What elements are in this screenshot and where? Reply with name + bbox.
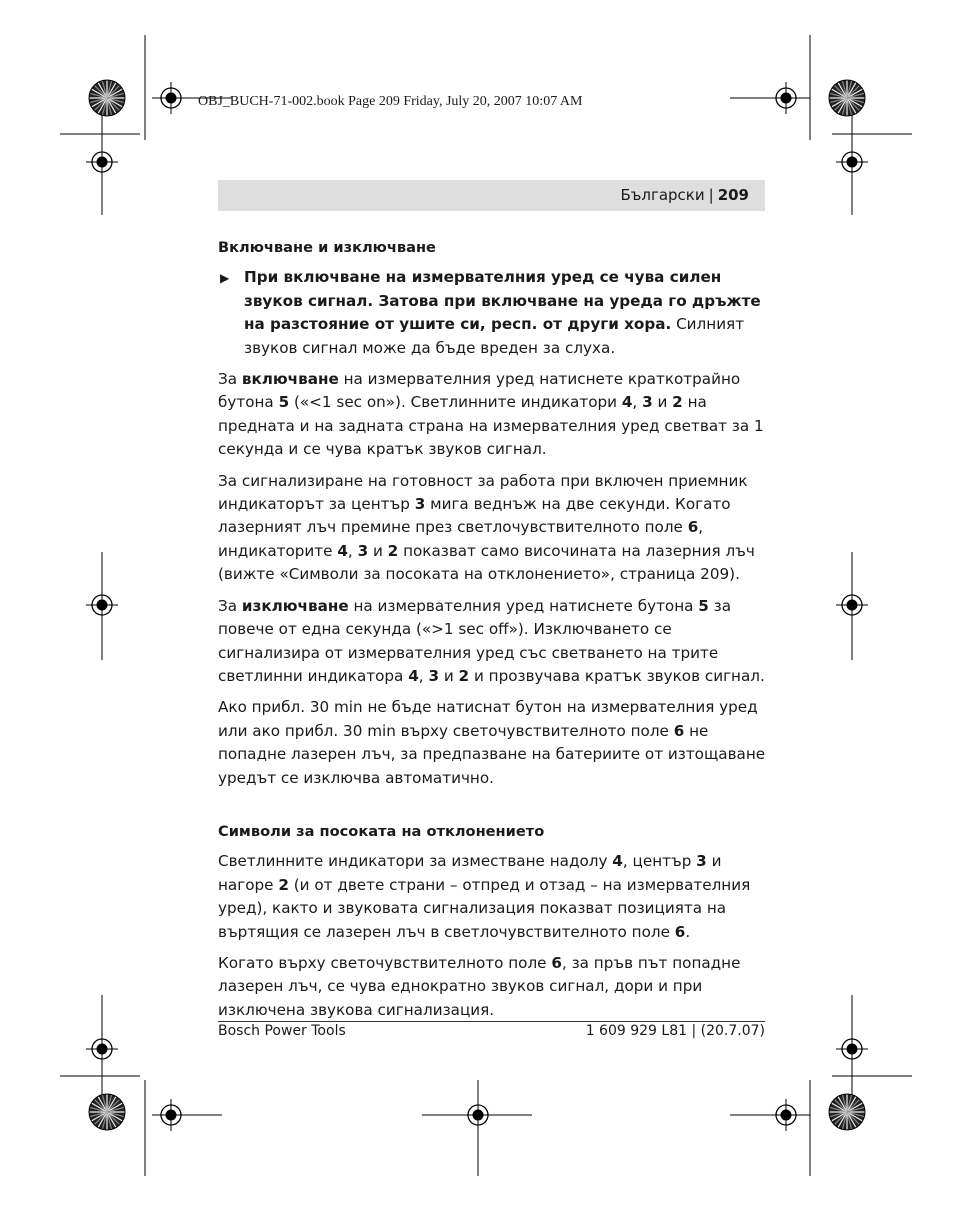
page-number: 209 [717,186,749,204]
paragraph: Ако прибл. 30 min не бъде натиснат бутон на измервателния уред или ако прибл. 30 min върху светочувствителното поле 6 не попадне лазерен лъч, за предпазване на батериите от изтощаване уредът се изключва автоматично. [218,698,766,787]
warning-triangle-icon: ▶ [220,271,230,286]
footer-rule [218,1021,765,1022]
print-slug: OBJ_BUCH-71-002.book Page 209 Friday, July 20, 2007 10:07 AM [198,94,583,109]
section-heading: Символи за посоката на отклонението [218,822,545,840]
footer-brand: Bosch Power Tools [218,1023,346,1039]
paragraph: Когато върху светочувствителното поле 6, за пръв път попадне лазерен лъч, се чува еднократно звуков сигнал, дори и при изключена звукова сигнализация. [218,953,741,1019]
warning-text: Силният звуков сигнал може да бъде вреден за слуха. [244,315,745,357]
paragraph: За включване на измервателния уред натиснете краткотрайно бутона 5 («<1 sec on»). Светлинните индикатори 4, 3 и 2 на предната и на задната страна на измервателния уред светват за 1 секунда и се чува кратък звуков сигнал. [218,370,764,459]
paragraph: Светлинните индикатори за изместване надолу 4, център 3 и нагоре 2 (и от двете страни – отпред и отзад – на измервателния уред), както и звуковата сигнализация показват позицията на въртящия се лазерен лъч в светлочувствителното поле 6. [218,852,751,941]
section-heading: Включване и изключване [218,239,436,256]
paragraph: За изключване на измервателния уред натиснете бутона 5 за повече от една секунда («>1 sec off»). Изключването се сигнализира от измервателния уред със светването на трите светлинни индикатора 4, 3 и 2 и прозвучава кратък звуков сигнал. [218,596,765,685]
footer-doc-code: 1 609 929 L81 | (20.7.07) [585,1023,765,1039]
warning-item [218,266,766,360]
paragraph: За сигнализиране на готовност за работа при включен приемник индикаторът за център 3 мига веднъж на две секунди. Когато лазерният лъч премине през светлочувствителното поле 6, индикаторите 4, 3 и 2 показват само височината на лазерния лъч (вижте «Символи за посоката на отклонението», страница 209). [218,471,755,584]
warning-bold-text: При включване на измервателния уред се чува силен звуков сигнал. Затова при включване на уреда го дръжте на разстояние от ушите си, респ. от други хора. [244,268,761,334]
page-header [218,180,765,211]
page-content [218,236,766,1030]
header-separator: | [708,186,714,204]
header-language: Български [620,186,705,204]
